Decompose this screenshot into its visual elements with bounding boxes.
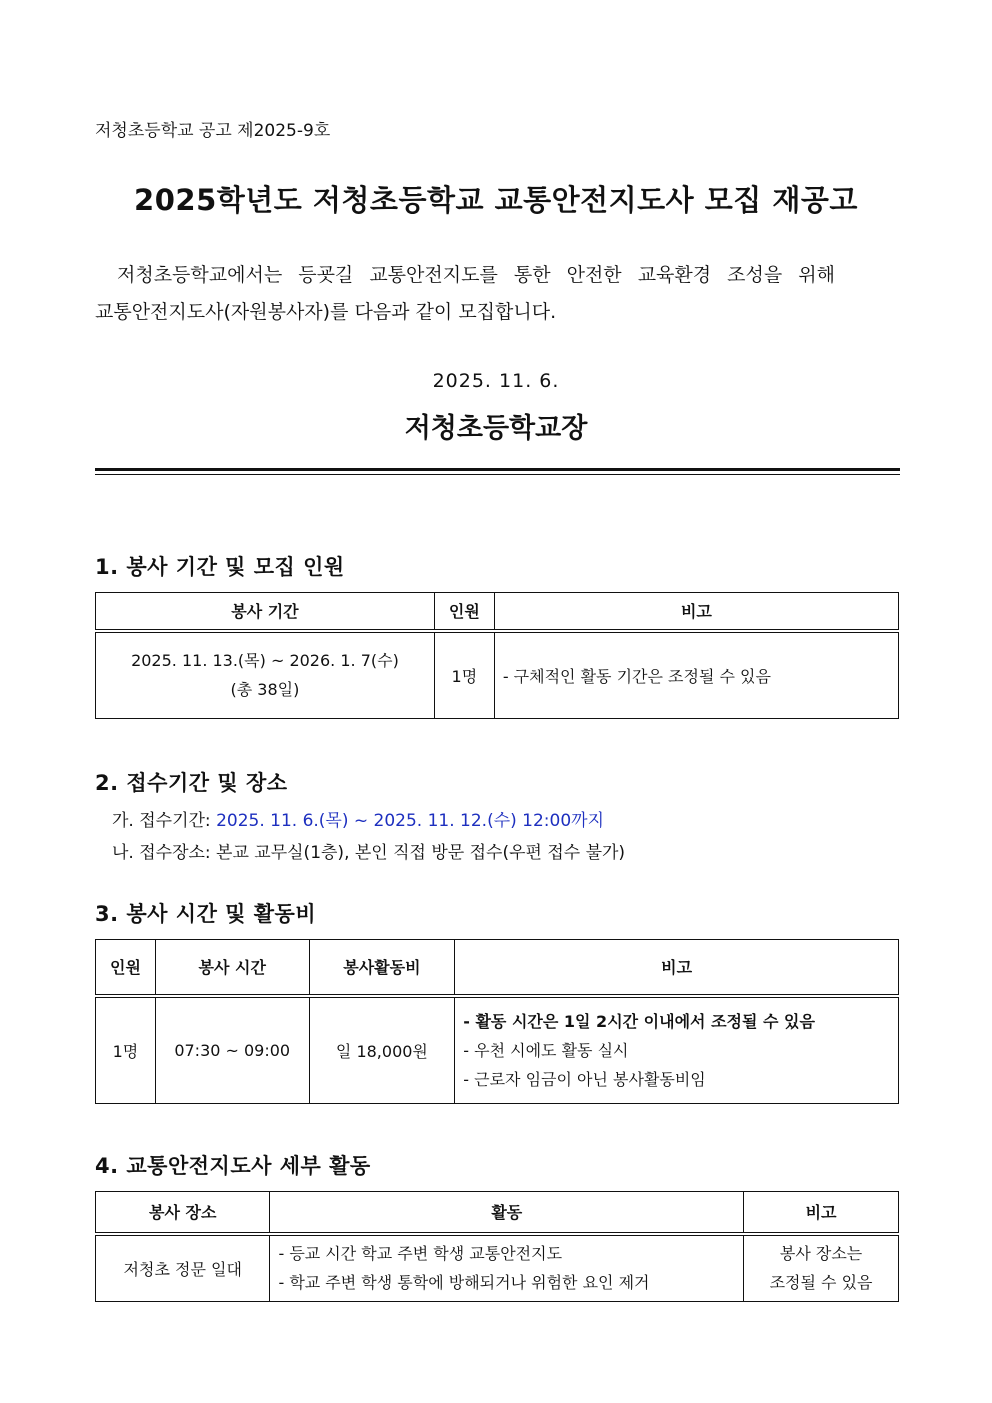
period-dates: 2025. 11. 13.(목) ~ 2026. 1. 7(수) [131, 651, 399, 671]
notice-date: 2025. 11. 6. [432, 370, 560, 392]
section-3-heading: 3. 봉사 시간 및 활동비 [95, 902, 317, 926]
intro-line-1: 저청초등학교에서는 등굣길 교통안전지도를 통한 안전한 교육환경 조성을 위해 [117, 264, 835, 286]
section-4-heading: 4. 교통안전지도사 세부 활동 [95, 1154, 371, 1178]
note-cell: - 구체적인 활동 기간은 조정될 수 있음 [494, 631, 898, 719]
period-cell [96, 631, 435, 719]
activity-cell [270, 1234, 744, 1302]
section-1-heading: 1. 봉사 기간 및 모집 인원 [95, 555, 345, 579]
header-divider-thin [95, 474, 900, 475]
intro-line-2: 교통안전지도사(자원봉사자)를 다음과 같이 모집합니다. [95, 301, 557, 323]
reception-period [112, 806, 604, 831]
col-header-note: 비고 [455, 940, 899, 996]
table-row [96, 631, 899, 719]
header-divider-thick [95, 468, 900, 471]
note-line: - 근로자 임금이 아닌 봉사활동비임 [463, 1069, 706, 1089]
reception-period-value: 2025. 11. 6.(목) ~ 2025. 11. 12.(수) 12:00까지 [216, 811, 605, 831]
col-header-period: 봉사 기간 [96, 593, 435, 631]
people-cell: 1명 [434, 631, 494, 719]
period-total-days: (총 38일) [230, 680, 300, 700]
service-period-table [95, 592, 899, 719]
table-row [96, 1234, 899, 1302]
people-cell: 1명 [96, 996, 156, 1104]
notice-number: 저청초등학교 공고 제2025-9호 [95, 121, 331, 141]
col-header-note: 비고 [494, 593, 898, 631]
intro-paragraph [95, 257, 900, 331]
fee-cell: 일 18,000원 [309, 996, 455, 1104]
col-header-fee: 봉사활동비 [309, 940, 455, 996]
note-line: 조정될 수 있음 [769, 1273, 873, 1293]
note-cell [744, 1234, 899, 1302]
time-cell: 07:30 ~ 09:00 [155, 996, 309, 1104]
activity-line: - 학교 주변 학생 통학에 방해되거나 위험한 요인 제거 [278, 1273, 650, 1293]
note-line: 봉사 장소는 [779, 1244, 863, 1264]
activity-detail-table [95, 1191, 899, 1302]
page-title: 2025학년도 저청초등학교 교통안전지도사 모집 재공고 [134, 183, 858, 217]
col-header-note: 비고 [744, 1192, 899, 1234]
note-line: - 우천 시에도 활동 실시 [463, 1040, 629, 1060]
activity-line: - 등교 시간 학교 주변 학생 교통안전지도 [278, 1244, 563, 1264]
reception-period-label: 가. 접수기간: [112, 811, 217, 831]
col-header-time: 봉사 시간 [155, 940, 309, 996]
note-line: - 활동 시간은 1일 2시간 이내에서 조정될 수 있음 [463, 1011, 815, 1031]
section-2-heading: 2. 접수기간 및 장소 [95, 771, 288, 795]
issuer-principal: 저청초등학교장 [404, 413, 588, 444]
place-cell: 저청초 정문 일대 [96, 1234, 270, 1302]
col-header-place: 봉사 장소 [96, 1192, 270, 1234]
service-time-table [95, 939, 899, 1104]
col-header-people: 인원 [434, 593, 494, 631]
reception-place: 나. 접수장소: 본교 교무실(1층), 본인 직접 방문 접수(우편 접수 불가) [112, 843, 626, 863]
table-row [96, 996, 899, 1104]
notes-cell [455, 996, 899, 1104]
col-header-people: 인원 [96, 940, 156, 996]
col-header-activity: 활동 [270, 1192, 744, 1234]
